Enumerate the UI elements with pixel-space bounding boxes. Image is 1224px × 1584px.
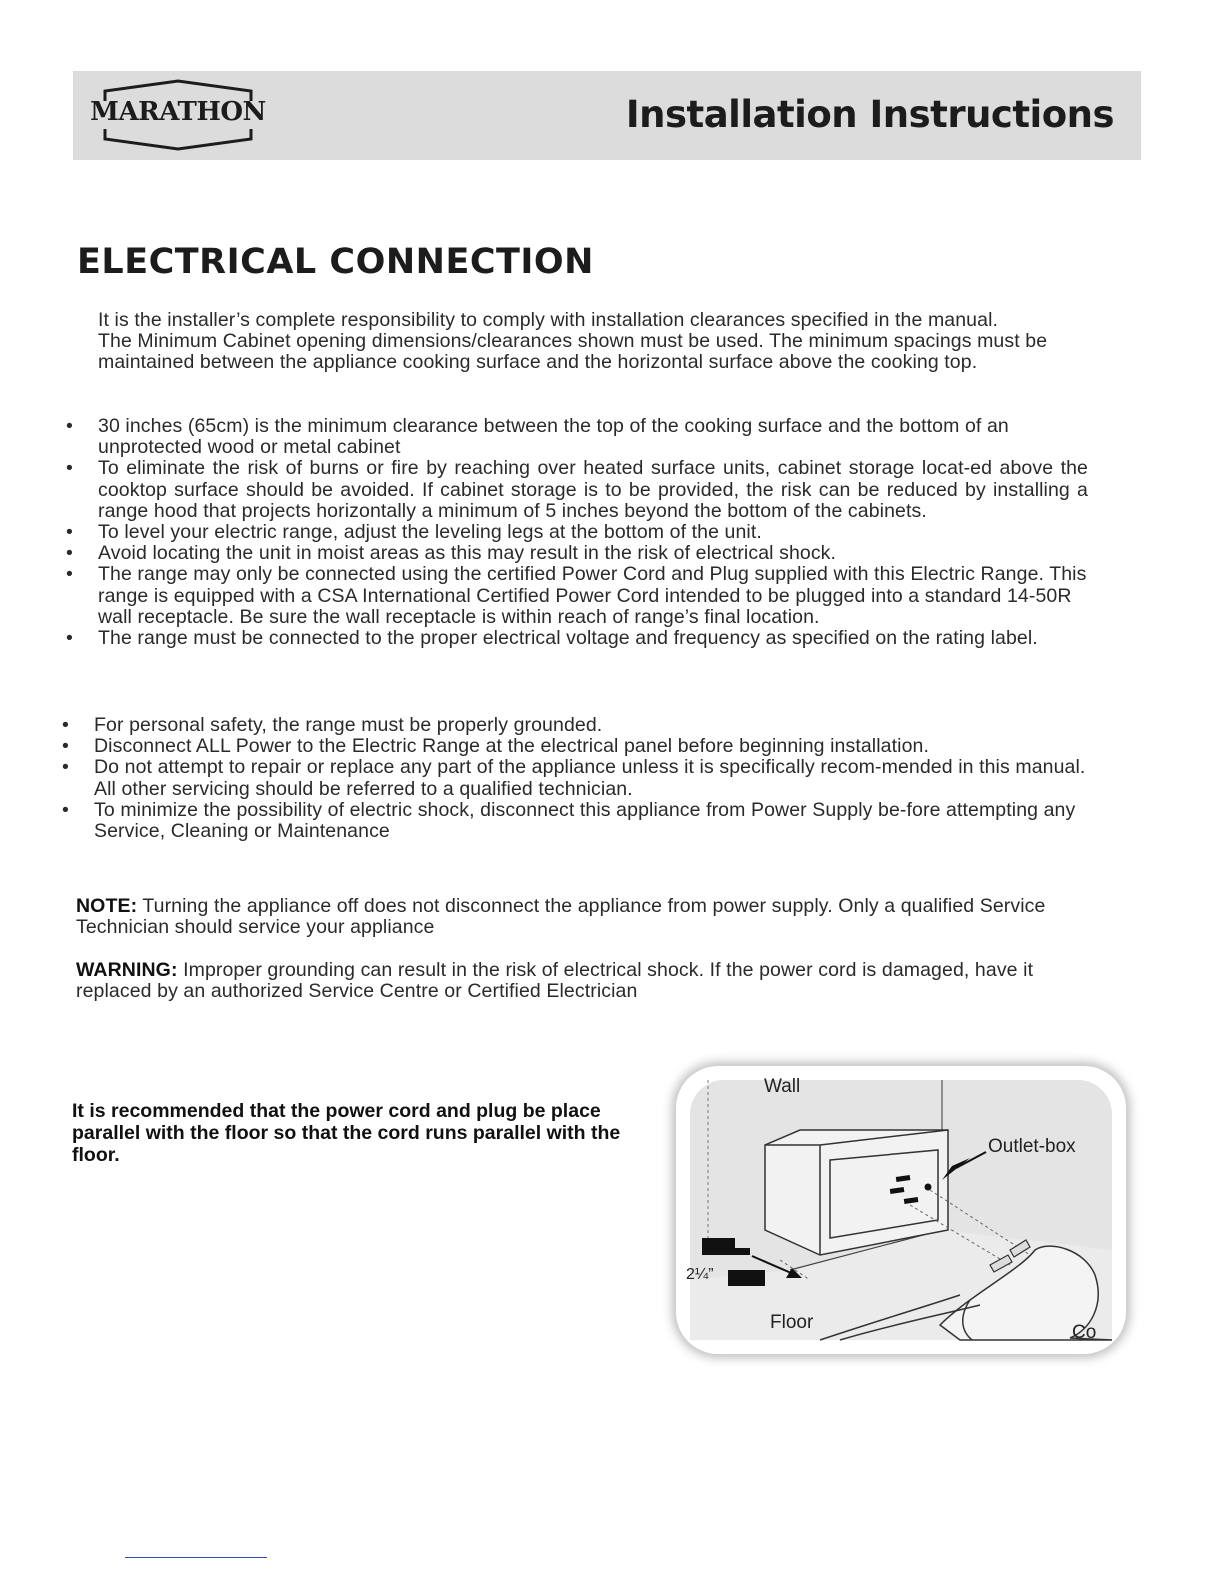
bullet-icon: • <box>66 542 73 565</box>
dimension-marker-top <box>702 1238 750 1255</box>
list-item <box>62 800 1088 842</box>
list-item <box>62 757 1088 799</box>
note-text: Turning the appliance off does not disconnect the appliance from power supply. Only a qualified Service Technician should service your appliance <box>76 895 1046 939</box>
cord-label-partial: Co <box>1072 1322 1097 1343</box>
list-item-text: The range may only be connected using the certified Power Cord and Plug supplied with this Electric Range. This range is equipped with a CSA International Certified Power Cord intended to be plugged into a standard 14-50R wall receptacle. Be sure the wall receptacle is within reach of range’s final location. <box>98 563 1087 628</box>
list-item <box>66 628 1088 649</box>
list-item <box>66 564 1088 628</box>
list-item <box>66 458 1088 522</box>
marathon-logo <box>83 79 273 151</box>
recommendation-text: It is recommended that the power cord and plug be place parallel with the floor so that the cord runs parallel with the floor. <box>72 1100 621 1166</box>
outlet-diagram-image <box>686 1076 1112 1343</box>
list-item-text: For personal safety, the range must be properly grounded. <box>94 714 603 736</box>
list-item <box>62 715 1088 736</box>
wall-label: Wall <box>764 1076 801 1097</box>
bullet-icon: • <box>62 735 69 758</box>
intro-paragraph: The Minimum Cabinet opening dimensions/clearances shown must be used. The minimum spacings must be maintained between the appliance cooking surface and the horizontal surface above the cooking top. <box>98 330 1048 374</box>
section-title: ELECTRICAL CONNECTION <box>77 242 594 282</box>
outlet-diagram <box>676 1066 1126 1354</box>
bullet-icon: • <box>66 415 73 437</box>
intro-paragraph: It is the installer’s complete responsibility to comply with installation clearances specified in the manual. <box>98 309 999 331</box>
warning-label: WARNING: <box>76 959 178 981</box>
receptacle-ground-hole <box>925 1184 932 1191</box>
footer-link-underline <box>125 1557 267 1558</box>
clearance-list <box>66 416 1088 649</box>
warning-paragraph <box>76 960 1076 1002</box>
list-item-text: To eliminate the risk of burns or fire by reaching over heated surface units, cabinet storage locat-ed above the cooktop surface should be avoided. If cabinet storage is to be provided, the risk can be reduced by installing a range hood that projects horizontally a minimum of 5 inches beyond the bottom of the cabinets. <box>98 457 1088 522</box>
dimension-marker-bottom <box>728 1270 765 1286</box>
bullet-icon: • <box>62 714 69 736</box>
note-label: NOTE: <box>76 895 138 917</box>
outlet-diagram-drawing <box>690 1080 1112 1340</box>
dimension-label: 2¼” <box>686 1266 714 1283</box>
bullet-icon: • <box>66 563 73 586</box>
bullet-icon: • <box>66 521 73 544</box>
list-item-text: Do not attempt to repair or replace any part of the appliance unless it is specifically recom-mended in this manual. All other servicing should be referred to a qualified technician. <box>94 756 1086 800</box>
bullet-icon: • <box>66 627 73 650</box>
list-item-text: To minimize the possibility of electric shock, disconnect this appliance from Power Supply be-fore attempting any Service, Cleaning or Maintenance <box>94 798 1076 843</box>
bullet-icon: • <box>62 756 69 779</box>
list-item-text: Avoid locating the unit in moist areas as this may result in the risk of electrical shock. <box>98 542 837 565</box>
logo-text: MARATHON <box>90 97 266 127</box>
list-item <box>62 736 1088 757</box>
safety-list <box>62 715 1088 842</box>
list-item-text: Disconnect ALL Power to the Electric Range at the electrical panel before beginning installation. <box>94 735 929 758</box>
bullet-icon: • <box>66 457 73 480</box>
list-item <box>66 522 1088 543</box>
page-header <box>73 71 1141 160</box>
bullet-icon: • <box>62 798 69 821</box>
header-title: Installation Instructions <box>625 93 1114 136</box>
list-item <box>66 416 1088 458</box>
floor-label: Floor <box>770 1312 814 1333</box>
warning-text: Improper grounding can result in the risk of electrical shock. If the power cord is damaged, have it replaced by an authorized Service Centre or Certified Electrician <box>76 959 1034 1003</box>
list-item-text: The range must be connected to the proper electrical voltage and frequency as specified on the rating label. <box>98 627 1038 650</box>
outlet-box-label: Outlet-box <box>988 1136 1076 1157</box>
list-item-text: To level your electric range, adjust the leveling legs at the bottom of the unit. <box>98 521 762 544</box>
note-paragraph <box>76 896 1076 938</box>
intro-paragraphs <box>98 310 1088 374</box>
list-item <box>66 543 1088 564</box>
list-item-text: 30 inches (65cm) is the minimum clearance between the top of the cooking surface and the bottom of an unprotected wood or metal cabinet <box>98 415 1009 459</box>
